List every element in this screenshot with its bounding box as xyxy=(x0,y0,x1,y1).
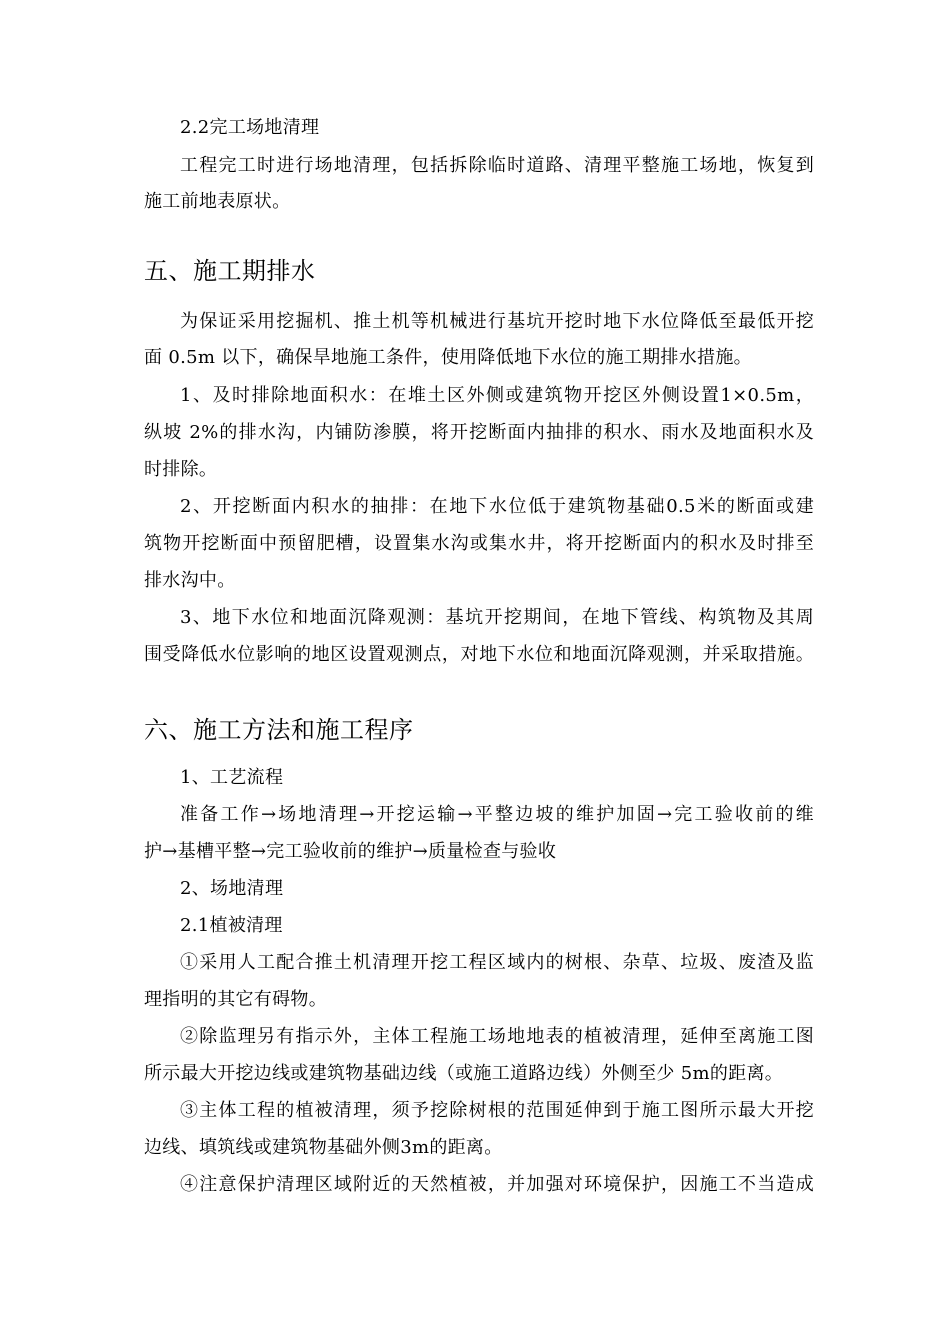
process-flow-line: 护→基槽平整→完工验收前的维护→质量检查与验收 xyxy=(144,841,557,862)
paragraph-line: 工程完工时进行场地清理，包括拆除临时道路、清理平整施工场地，恢复到 xyxy=(180,155,814,176)
section-heading-5: 五、施工期排水 xyxy=(144,257,316,285)
subsection-title: 2、场地清理 xyxy=(180,878,284,899)
list-item-line: 纵坡 2%的排水沟，内铺防渗膜，将开挖断面内抽排的积水、雨水及地面积水及 xyxy=(144,422,814,443)
clause-line: ②除监理另有指示外，主体工程施工场地地表的植被清理，延伸至离施工图 xyxy=(180,1026,814,1047)
list-item-line: 3、地下水位和地面沉降观测：基坑开挖期间，在地下管线、构筑物及其周 xyxy=(180,607,814,628)
list-item-line: 2、开挖断面内积水的抽排：在地下水位低于建筑物基础0.5米的断面或建 xyxy=(180,496,814,517)
paragraph-line: 面 0.5m 以下，确保旱地施工条件，使用降低地下水位的施工期排水措施。 xyxy=(144,347,752,368)
paragraph-line: 为保证采用挖掘机、推土机等机械进行基坑开挖时地下水位降低至最低开挖 xyxy=(180,311,814,332)
subsection-title: 2.1植被清理 xyxy=(180,915,283,936)
paragraph-line: 施工前地表原状。 xyxy=(144,191,291,212)
list-item-line: 1、及时排除地面积水：在堆土区外侧或建筑物开挖区外侧设置1×0.5m， xyxy=(180,385,814,406)
process-flow-line: 准备工作→场地清理→开挖运输→平整边坡的维护加固→完工验收前的维 xyxy=(180,804,814,825)
subsection-title-2-2: 2.2完工场地清理 xyxy=(180,117,320,138)
list-item-line: 筑物开挖断面中预留肥槽，设置集水沟或集水井，将开挖断面内的积水及时排至 xyxy=(144,533,814,554)
clause-line: 边线、填筑线或建筑物基础外侧3m的距离。 xyxy=(144,1137,503,1158)
list-item-line: 排水沟中。 xyxy=(144,570,236,591)
clause-line: ①采用人工配合推土机清理开挖工程区域内的树根、杂草、垃圾、废渣及监 xyxy=(180,952,814,973)
clause-line: ④注意保护清理区域附近的天然植被，并加强对环境保护，因施工不当造成 xyxy=(180,1174,814,1195)
clause-line: ③主体工程的植被清理，须予挖除树根的范围延伸到于施工图所示最大开挖 xyxy=(180,1100,814,1121)
section-heading-6: 六、施工方法和施工程序 xyxy=(144,716,414,744)
list-item-line: 围受降低水位影响的地区设置观测点，对地下水位和地面沉降观测，并采取措施。 xyxy=(144,644,814,665)
clause-line: 理指明的其它有碍物。 xyxy=(144,989,327,1010)
subsection-title: 1、工艺流程 xyxy=(180,767,284,788)
list-item-line: 时排除。 xyxy=(144,459,218,480)
clause-line: 所示最大开挖边线或建筑物基础边线（或施工道路边线）外侧至少 5m的距离。 xyxy=(144,1063,784,1084)
